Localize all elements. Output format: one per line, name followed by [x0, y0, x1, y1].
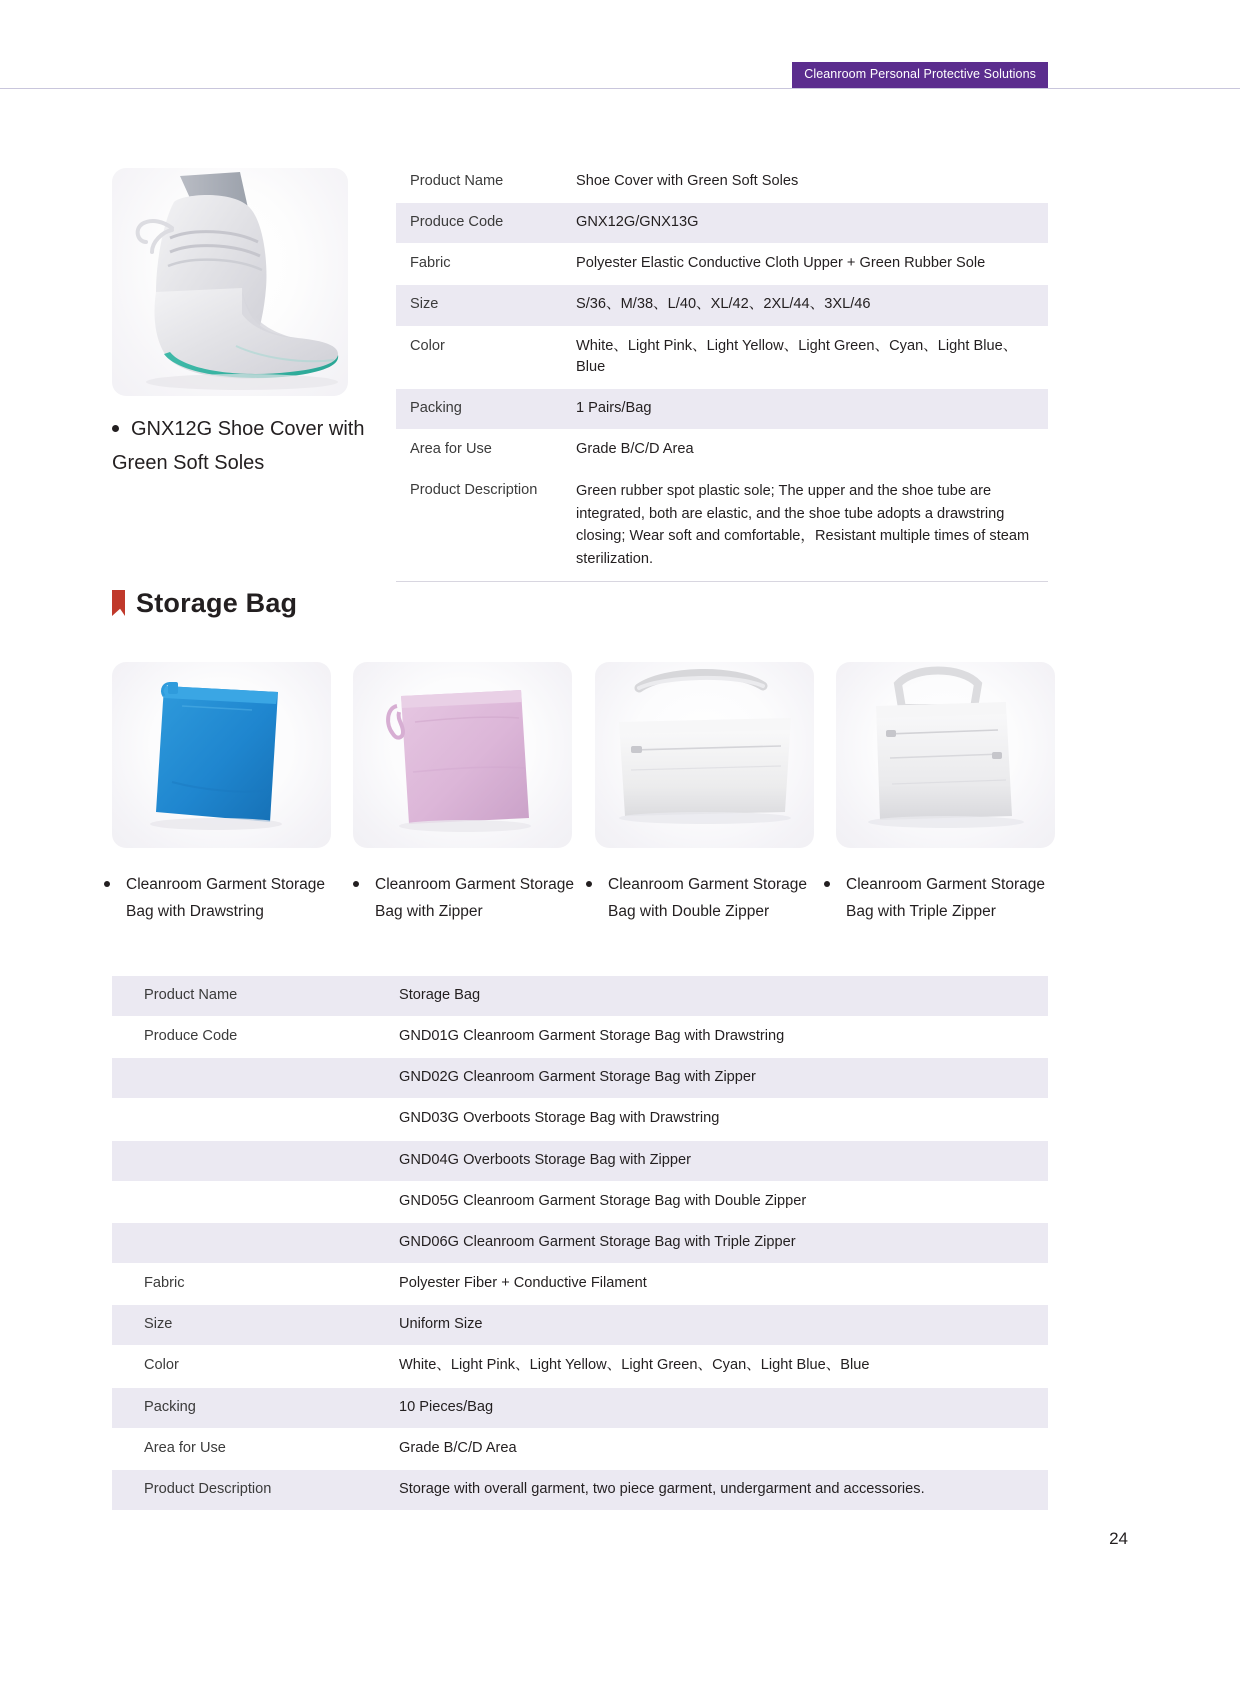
- bag-caption-4-text: Cleanroom Garment Storage Bag with Triple Zipper: [846, 876, 1046, 920]
- row-label: Product Name: [112, 976, 379, 1017]
- bullet-icon: [353, 881, 359, 887]
- row-value: Grade B/C/D Area: [562, 430, 1048, 471]
- row-value: White、Light Pink、Light Yellow、Light Green、Cyan、Light Blue、Blue: [562, 326, 1048, 388]
- row-label: [112, 1222, 379, 1263]
- row-value: 1 Pairs/Bag: [562, 388, 1048, 429]
- row-label: Fabric: [396, 244, 562, 285]
- bag-caption-3: [586, 872, 821, 925]
- table-row: [112, 1469, 1048, 1510]
- header-divider: [0, 88, 1240, 89]
- row-value: GND05G Cleanroom Garment Storage Bag with Double Zipper: [379, 1181, 1048, 1222]
- row-label: [112, 1181, 379, 1222]
- row-label: Size: [112, 1305, 379, 1346]
- row-value: Polyester Elastic Conductive Cloth Upper + Green Rubber Sole: [562, 244, 1048, 285]
- flag-marker-icon: [112, 590, 125, 616]
- row-label: Product Description: [396, 471, 562, 581]
- table-row: [396, 471, 1048, 581]
- row-value: GND06G Cleanroom Garment Storage Bag with Triple Zipper: [379, 1222, 1048, 1263]
- shoe-cover-photo: [112, 168, 348, 396]
- row-value: Shoe Cover with Green Soft Soles: [562, 162, 1048, 203]
- row-value: Polyester Fiber + Conductive Filament: [379, 1264, 1048, 1305]
- bag-caption-4: [824, 872, 1064, 925]
- shoe-cover-spec-table: [396, 162, 1048, 582]
- white-double-zipper-bag-photo: [595, 662, 814, 848]
- row-label: [112, 1058, 379, 1099]
- pink-zipper-bag-photo: [353, 662, 572, 848]
- row-label: Area for Use: [396, 430, 562, 471]
- table-row: [112, 1222, 1048, 1263]
- row-label: Produce Code: [112, 1017, 379, 1058]
- row-value: Uniform Size: [379, 1305, 1048, 1346]
- table-row: [112, 1058, 1048, 1099]
- table-row: [112, 1017, 1048, 1058]
- white-triple-zipper-bag-illustration: [836, 662, 1055, 848]
- table-row: [112, 1387, 1048, 1428]
- row-value: Storage Bag: [379, 976, 1048, 1017]
- pink-bag-illustration: [353, 662, 572, 848]
- row-label: Color: [396, 326, 562, 388]
- table-row: [396, 326, 1048, 388]
- bag-caption-3-text: Cleanroom Garment Storage Bag with Double Zipper: [608, 876, 808, 920]
- row-label: Produce Code: [396, 203, 562, 244]
- row-value: White、Light Pink、Light Yellow、Light Green、Cyan、Light Blue、Blue: [379, 1346, 1048, 1387]
- row-label: Product Name: [396, 162, 562, 203]
- page-number: 24: [1109, 1529, 1128, 1548]
- blue-bag-illustration: [112, 662, 331, 848]
- row-label: Color: [112, 1346, 379, 1387]
- table-row: [396, 162, 1048, 203]
- table-row: [396, 388, 1048, 429]
- blue-drawstring-bag-photo: [112, 662, 331, 848]
- bullet-icon: [112, 425, 119, 432]
- table-row: [396, 285, 1048, 326]
- row-value: GND03G Overboots Storage Bag with Drawstring: [379, 1099, 1048, 1140]
- row-label: Size: [396, 285, 562, 326]
- row-label: Product Description: [112, 1469, 379, 1510]
- row-label: [112, 1099, 379, 1140]
- table-row: [396, 244, 1048, 285]
- storage-bag-spec-table: [112, 976, 1048, 1511]
- row-label: [112, 1140, 379, 1181]
- table-row: [396, 430, 1048, 471]
- row-value: 10 Pieces/Bag: [379, 1387, 1048, 1428]
- table-row: [112, 1181, 1048, 1222]
- table-row: [112, 1346, 1048, 1387]
- shoe-cover-caption-text: GNX12G Shoe Cover with Green Soft Soles: [112, 418, 365, 474]
- bag-caption-2: [353, 872, 593, 925]
- row-value: GND04G Overboots Storage Bag with Zipper: [379, 1140, 1048, 1181]
- row-value: GNX12G/GNX13G: [562, 203, 1048, 244]
- bag-caption-2-text: Cleanroom Garment Storage Bag with Zipper: [375, 876, 575, 920]
- section-title-storage-bag: [112, 588, 297, 619]
- row-value: Grade B/C/D Area: [379, 1428, 1048, 1469]
- table-row: [112, 1099, 1048, 1140]
- row-value: Storage with overall garment, two piece garment, undergarment and accessories.: [379, 1469, 1048, 1510]
- row-label: Fabric: [112, 1264, 379, 1305]
- bag-caption-1: [104, 872, 350, 925]
- shoe-cover-illustration: [112, 168, 348, 396]
- table-row: [112, 1140, 1048, 1181]
- table-row: [112, 1264, 1048, 1305]
- row-value: Green rubber spot plastic sole; The upper and the shoe tube are integrated, both are elastic, and the shoe tube adopts a drawstring closing; Wear soft and comfortable，Resistant multiple times of steam sterilization.: [562, 471, 1048, 581]
- bullet-icon: [104, 881, 110, 887]
- row-value: GND01G Cleanroom Garment Storage Bag with Drawstring: [379, 1017, 1048, 1058]
- table-row: [112, 1305, 1048, 1346]
- header-section-tag: Cleanroom Personal Protective Solutions: [792, 62, 1048, 88]
- shoe-cover-caption: [112, 412, 382, 480]
- bullet-icon: [586, 881, 592, 887]
- white-triple-zipper-bag-photo: [836, 662, 1055, 848]
- bag-caption-1-text: Cleanroom Garment Storage Bag with Drawstring: [126, 876, 326, 920]
- row-value: S/36、M/38、L/40、XL/42、2XL/44、3XL/46: [562, 285, 1048, 326]
- section-title-text: Storage Bag: [136, 588, 298, 618]
- white-double-zipper-bag-illustration: [595, 662, 814, 848]
- row-label: Packing: [112, 1387, 379, 1428]
- bullet-icon: [824, 881, 830, 887]
- table-row: [396, 203, 1048, 244]
- table-row: [112, 976, 1048, 1017]
- table-row: [112, 1428, 1048, 1469]
- row-value: GND02G Cleanroom Garment Storage Bag with Zipper: [379, 1058, 1048, 1099]
- row-label: Area for Use: [112, 1428, 379, 1469]
- row-label: Packing: [396, 388, 562, 429]
